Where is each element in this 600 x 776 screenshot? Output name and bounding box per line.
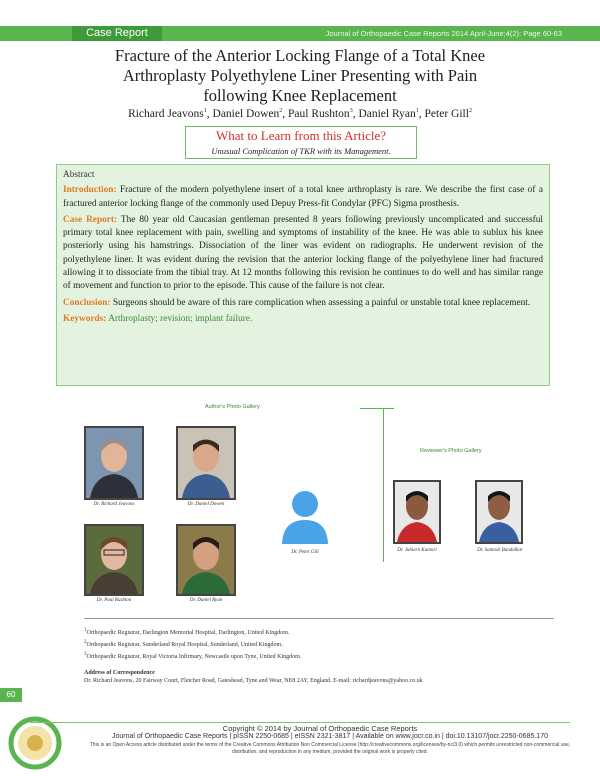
title-line-3: following Knee Replacement <box>203 86 397 105</box>
conclusion-label: Conclusion: <box>63 297 111 308</box>
abstract-heading: Abstract <box>63 170 95 180</box>
author-sup: 1 <box>415 108 419 115</box>
footer-license: This is an Open Access article distributed under the terms of the Creative Commons Attribution Non Commercial License (http://creativecommons.org/licenses/by-nc/3.0) which permits unrestricted non-commercial use, distribution, and reproduction in any medium, provided the original work is properly cited. <box>89 742 571 755</box>
portrait-bandalkar <box>477 482 521 542</box>
learn-subtitle: Unusual Complication of TKR with its Management. <box>211 146 391 156</box>
author-name: Paul Rushton <box>288 108 350 120</box>
reviewers-gallery-label: Reviewer's Photo Gallery <box>420 448 482 454</box>
author-name: Daniel Ryan <box>358 108 416 120</box>
keywords-label: Keywords: <box>63 313 107 324</box>
photo-kantari <box>393 480 441 544</box>
case-label: Case Report: <box>63 214 118 225</box>
abstract-conclusion <box>63 297 543 310</box>
affiliation-item <box>84 638 544 650</box>
abstract-keywords <box>63 313 543 326</box>
affil-text: Orthopaedic Registrar, Darlington Memorial Hospital, Darlington, United Kingdom. <box>86 630 290 636</box>
gallery-divider <box>383 408 384 562</box>
article-title <box>60 46 540 106</box>
footer-issn: Journal of Orthopaedic Case Reports | pISSN 2250-0685 | eISSN 2321-3817 | Available on www.jocr.co.in | doi:10.13107/jocr.2250-0685.170 <box>112 733 548 740</box>
author-list: Richard Jeavons$^1$, Daniel Dowen$^2$, Paul Rushton$^3$, Daniel Ryan$^1$, Peter Gill$^2$ <box>128 108 472 120</box>
photo-bandalkar <box>475 480 523 544</box>
caption-dowen: Dr. Daniel Dowen <box>187 502 225 507</box>
title-line-1: Fracture of the Anterior Locking Flange of a Total Knee <box>114 46 486 65</box>
case-text: The 80 year old Caucasian gentleman presented 8 years following previously uncomplicated and successful primary total knee replacement with pain, swelling and symptoms of instability of the knee. He was able to sublux his knee posteriorly using his hamstrings. Dissociation of the liner was evident on radiographs. He underwent revision of the polyethylene liner. It was evident during the revision that the anterior locking flange of the polyethylene liner had fractured allowing it to dissociate from the tibial tray. At 12 months following this revision he continues to do well and has similar range of movement and function to prior to the episode. This cause of the failure is not clear. <box>63 214 543 292</box>
caption-kantari: Dr. Jubiern Kantari <box>397 548 437 553</box>
gallery-divider-top <box>360 408 394 409</box>
conclusion-text: Surgeons should be aware of this rare complication when assessing a painful or unstable total knee replacement. <box>110 297 531 308</box>
intro-text: Fracture of the modern polyethylene insert of a total knee arthroplasty is rare. We describe the first case of a fractured anterior locking flange of the commonly used Depuy Press-fit Condylar (PFC) Sigma prosthesis. <box>63 185 543 209</box>
affil-sup: 1 <box>84 628 87 633</box>
photo-rushton <box>84 524 144 596</box>
photo-ryan <box>176 524 236 596</box>
caption-gill: Dr. Peter Gill <box>291 550 319 555</box>
case-report-tab: Case Report <box>72 26 162 41</box>
intro-label: Introduction: <box>63 185 117 196</box>
journal-seal-logo <box>4 716 66 770</box>
caption-ryan: Dr. Daniel Ryan <box>189 598 223 603</box>
author-sup: 1 <box>203 108 207 115</box>
correspondence-heading: Address of Correspondence <box>84 670 155 676</box>
authors-gallery-label: Author's Photo Gallery <box>205 404 260 410</box>
author-sup: 3 <box>349 108 353 115</box>
author-sup: 2 <box>279 108 283 115</box>
author-name: Richard Jeavons <box>128 108 204 120</box>
author-name: Peter Gill <box>424 108 469 120</box>
portrait-kantari <box>395 482 439 542</box>
portrait-dowen <box>178 428 234 498</box>
affil-sup: 2 <box>84 640 87 645</box>
journal-reference: Journal of Orthopaedic Case Reports 2014 April-June;4(2): Page 60-63 <box>325 29 562 38</box>
abstract-introduction <box>63 184 543 211</box>
author-sup: 2 <box>468 108 472 115</box>
affil-text: Orthopaedic Registrar, Sunderland Royal Hospital, Sunderland, United Kingdom. <box>86 642 283 648</box>
caption-bandalkar: Dr. Santosh Bandalkar <box>477 548 523 553</box>
portrait-rushton <box>86 526 142 594</box>
person-placeholder-icon <box>280 488 330 546</box>
portrait-jeavons <box>86 428 142 498</box>
portrait-ryan <box>178 526 234 594</box>
photo-gill-placeholder <box>280 488 330 546</box>
footer-divider <box>30 722 570 723</box>
affil-sup: 3 <box>84 652 87 657</box>
abstract-case-report <box>63 214 543 294</box>
affiliation-item <box>84 650 544 662</box>
affil-text: Orthopaedic Registrar, Royal Victoria Infirmary, Newcastle upon Tyne, United Kingdom. <box>86 654 302 660</box>
journal-seal-icon <box>4 716 66 770</box>
affiliations <box>84 626 544 662</box>
author-name: Daniel Dowen <box>212 108 280 120</box>
affiliation-item <box>84 626 544 638</box>
abstract-box <box>56 164 550 386</box>
page-number: 60 <box>0 688 22 702</box>
keywords-text: Arthroplasty; revision; implant failure. <box>106 313 253 324</box>
affiliation-divider <box>84 618 554 619</box>
learn-title: What to Learn from this Article? <box>215 128 387 143</box>
footer-copyright: Copyright © 2014 by Journal of Orthopaedic Case Reports <box>222 724 418 733</box>
title-line-2: Arthroplasty Polyethylene Liner Presenting with Pain <box>122 66 478 85</box>
caption-rushton: Dr. Paul Rushton <box>96 598 132 603</box>
caption-jeavons: Dr. Richard Jeavons <box>93 502 135 507</box>
correspondence-text: Dr. Richard Jeavons, 20 Fairway Court, Fletcher Road, Gateshead, Tyne and Wear, NE8 2AY, England. E-mail: richardjeavons@yahoo.co.uk <box>84 678 423 684</box>
photo-jeavons <box>84 426 144 500</box>
photo-dowen <box>176 426 236 500</box>
